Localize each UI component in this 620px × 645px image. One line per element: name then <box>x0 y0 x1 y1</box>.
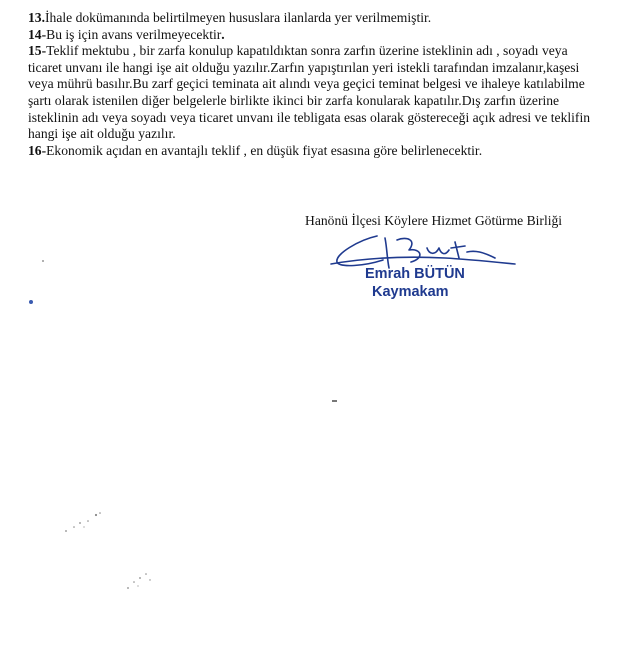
item-number: 13. <box>28 10 45 25</box>
scan-speck <box>120 568 160 593</box>
item-text: Teklif mektubu , bir zarfa konulup kapatıldıktan sonra zarfın üzerine isteklinin adı , soyadı veya ticaret unvanı ile hangi işe ait olduğu yazılır.Zarfın yapıştırılan yeri istekli tarafından imzalanır,kaşesi veya mührü basılır.Bu zarf geçici teminata ait alındı veya geçici teminat belgesi ve ihaleye katılabilme şartı olarak istenilen diğer belgelerle birlikte ikinci bir zarfa konularak kapatılır.Dış zarfın üzerine isteklinin adı veya soyadı veya ticaret unvanı ile tebligata esas olarak göstereceği açık adresi ve teklifin hangi işe ait olduğu yazılır. <box>28 43 591 142</box>
item-number: 14- <box>28 26 47 42</box>
item-16 <box>28 143 598 160</box>
scan-speck <box>40 258 48 266</box>
signatory-name: Emrah BÜTÜN <box>365 266 465 282</box>
item-number: 16- <box>28 142 47 158</box>
item-13 <box>28 10 598 27</box>
scan-speck <box>330 398 340 404</box>
item-number: 15- <box>28 43 47 59</box>
scan-speck <box>28 298 36 306</box>
item-text: Bu iş için avans verilmeyecektir <box>46 26 222 42</box>
document-body <box>28 10 598 159</box>
organization-name: Hanönü İlçesi Köylere Hizmet Götürme Birliği <box>305 213 563 228</box>
item-text: Ekonomik açıdan en avantajlı teklif , en düşük fiyat esasına göre belirlenecektir. <box>46 142 483 158</box>
item-15 <box>28 43 598 143</box>
scan-speck <box>60 505 110 535</box>
signatory-title: Kaymakam <box>372 284 449 300</box>
item-text: İhale dokümanında belirtilmeyen hususlara ilanlarda yer verilmemiştir. <box>45 10 432 25</box>
item-tail: . <box>221 26 225 42</box>
item-14 <box>28 27 598 44</box>
